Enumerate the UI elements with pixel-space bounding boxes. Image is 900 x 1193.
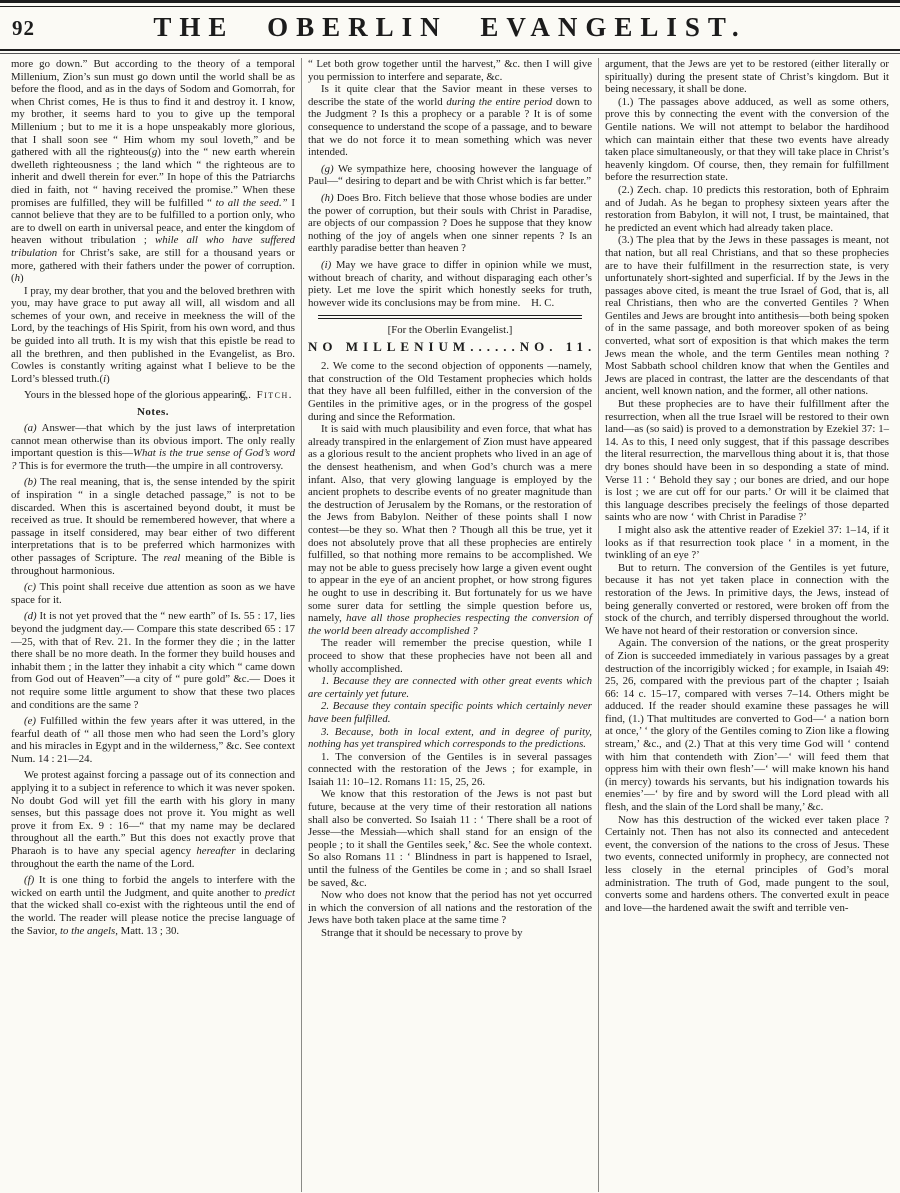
page-number: 92: [12, 16, 35, 40]
paragraph: (f) It is one thing to forbid the angels to interfere with the wicked on earth until the Judgment, and quite another to predict that the wicked shall co-exist with the righteous until the end of the world. The reader will please notice the precise language of the Savior, to the angels, Matt. 13 ; 30.: [11, 874, 295, 937]
page-header: [0, 7, 900, 46]
paragraph: (g) We sympathize here, choosing however the language of Paul—“ desiring to depart and be with Christ which is far better.”: [308, 162, 592, 188]
paragraph: (1.) The passages above adduced, as well as some others, prove this by connecting the event with the conversion of the Gentile nations. We will not attempt to belabor the hardihood which can maintain either that these two events have already taken place simultaneously, or that they will take place in Christ’s heavenly kingdom. Of course, then, they remain for fulfillment before the resurrection state.: [605, 95, 889, 184]
paragraph: Now has this destruction of the wicked ever taken place ? Certainly not. Then has not also its connected and antecedent event, the conversion of the nations to the cross of Jesus. These two events, connected uniformly in prophecy, are connected not less closely in the eternal principles of God’s moral administration. The truth of God, made pungent to the soul, converts some and hardens others. The converted exult in peace and love—the hardened await the swift and terrible ven-: [605, 813, 889, 914]
paragraph: It is said with much plausibility and even force, that what has already transpired in the enlargement of Zion must have appeared as a glorious result to the ancient prophets who lived in an age of the densest heathenism, and when God’s church was a mere infant. Also, that very glowing language is employed by the ancient prophets to describe events of no greater magnitude than the destruction of Jerusalem by the Romans, or the restoration of the Jews from Babylon. Neither of these points shall I now contest—be they so. What then ? Though all this be true, yet it does not absolutely prove that all these prophecies are entirely fulfilled, so that nothing more remains to be accomplished. We may not be able to guess precisely how large a given event ought to appear in the eye of an ancient prophet, or how strong figures he ought to use in describing it. But fortunately for us we have some surer data for settling the simple question before us, namely, have all those prophecies respecting the conversion of the world been already accomplished ?: [308, 423, 592, 637]
article-attribution: [For the Oberlin Evangelist.]: [387, 324, 513, 337]
paragraph: Strange that it should be necessary to prove by: [321, 927, 523, 939]
column-2: [301, 58, 598, 1192]
paragraph: Is it quite clear that the Savior meant in these verses to describe the state of the world during the entire period down to the Judgment ? Is this a prophecy or a parable ? It is of some consequence to understand the scope of a passage, and to beware that we do not force it to mean something which was never intended.: [308, 83, 592, 159]
paragraph: 1. Because they are connected with other great events which are certainly yet future.: [308, 675, 592, 700]
paragraph: (a) Answer—that which by the just laws of interpretation cannot mean otherwise than its obvious import. The only really important question is this—What is the true sense of God’s word ? This is for evermore the truth—the umpire in all controversy.: [11, 422, 295, 472]
paragraph: I pray, my dear brother, that you and the beloved brethren with you, may have grace to put away all will, all wisdom and all schemes of your own, and receive in meekness the will of the Lord, by the teachings of His Spirit, from his own word, and thus be guided into all truth. It is my wish that this epistle be read to all the brethren, and then published in the Evangelist, as Bro. Cowles is constantly writing against what I believe to be the Lord’s blessed truth.(i): [11, 284, 295, 385]
paragraph: Now who does not know that the period has not yet occurred in which the conversion of all nations and the restoration of the Jews have both taken place at the same time ?: [308, 889, 592, 927]
notes-heading: Notes.: [136, 406, 170, 419]
paragraph: We know that this restoration of the Jews is not past but future, because at the very time of their restoration all nations shall also be converted. So Isaiah 11 : ‘ There shall be a root of Jesse—the Messiah—which shall stand for an ensign of the people ; to it shall the Gentiles seek,’ &c. See the whole context. So also Romans 11 : ‘ Blindness in part is happened to Israel, until the fulness of the Gentiles be come in ; and so shall Israel be saved, &c.: [308, 788, 592, 889]
paragraph: (e) Fulfilled within the few years after it was uttered, in the fearful death of “ all those men who had seen the Lord’s glory and his miracles in Egypt and in the wilderness,” &c. See context Num. 14 : 21—24.: [11, 715, 295, 765]
paragraph: argument, that the Jews are yet to be restored (either literally or spiritually) during the present state of Christ’s kingdom. But it being necessary, it shall be done.: [605, 58, 889, 96]
paragraph: I might also ask the attentive reader of Ezekiel 37: 1–14, if it looks as if that resurrection took place ‘ in a moment, in the twinkling of an eye ?’: [605, 523, 889, 562]
column-3: [598, 58, 895, 1192]
masthead-title: THE OBERLIN EVANGELIST.: [153, 12, 747, 42]
paragraph: (i) May we have grace to differ in opinion while we must, without breach of charity, and without disparaging each other’s piety. Let me love the spirit which honestly seeks for truth, however wide its conclusions may be from mine. H. C.: [308, 258, 592, 309]
paragraph: more go down.” But according to the theory of a temporal Millenium, Zion’s sun must go down until the world shall be as before the flood, and as in the days of Sodom and Gomorrah, for when Christ comes, He is thus to find it and destroy it. I know, my brother, it seems hard to you to give up the temporal Millenium ; but to me it is a hope unspeakably more glorious, that I shall soon see “ Him whom my soul loveth,” and be gathered with all the righteous(g) into the “ new earth wherein dwelleth righteousness ; the land which “ the righteous are to inherit and dwell therein for ever.” In hope of this the Patriarchs died in faith, not “ having received the promise.” When these promises are fulfilled, they will be fulfilled “ to all the seed.” I cannot believe that they are to be fulfilled to a portion only, who are to dwell on earth in universal peace, and enter the kingdom of heaven without tribulation ; while all who have suffered tribulation for Christ’s sake, are still for a thousand years or more, gathered with their fathers under the power of corruption.(h): [11, 58, 295, 285]
article-columns: [0, 54, 900, 1192]
paragraph: (2.) Zech. chap. 10 predicts this restoration, both of Ephraim and of Judah. As he began to prophesy sixteen years after the restoration from Babylon, it will not, I trust, be maintained, that he predicted an event which had already taken place.: [605, 183, 889, 234]
article-title: NO MILLENIUM......NO. 11.: [308, 339, 597, 355]
paragraph: 2. Because they contain specific points which certainly never have been fulfilled.: [308, 700, 592, 725]
paragraph: (h) Does Bro. Fitch believe that those whose bodies are under the power of corruption, but their souls with Christ in Paradise, are objects of our compassion ? Does he suppose that they know nothing of the joy of angels when one sinner repents ? Is an earthly paradise better than heaven ?: [308, 191, 592, 255]
paragraph: We protest against forcing a passage out of its connection and applying it to a subject in reference to which it was never spoken. No doubt God will yet fill the earth with his glory in many senses, but this passage does not prove it. You might as well prove it from Ex. 9 : 16—“ that my name may be declared throughout all the earth.” But this does not exactly prove that Pharaoh is to have any special agency hereafter in declaring throughout the earth the name of the Lord.: [11, 769, 295, 870]
paragraph: (d) It is not yet proved that the “ new earth” of Is. 55 : 17, lies beyond the judgment day.— Compare this state described 65 : 17—25, with that of Rev. 21. In the former they die ; in the latter there shall be no more death. In the former they build houses and inhabit them ; in the latter they inhabit a city which “ came down from God out of Heaven”—a city of “ pure gold” &c.— Does it not require some little argument to show that these two places and conditions are the same ?: [11, 610, 295, 711]
section-divider-rule: [318, 315, 582, 319]
top-border-rule: [0, 0, 900, 7]
column-1: [5, 58, 301, 1192]
paragraph: Yours in the blessed hope of the glorious appearing, C. Fitch.: [24, 389, 293, 402]
paragraph: (3.) The plea that by the Jews in these passages is meant, not that nation, but all real Christians, and that so these prophecies are to have their fulfillment in the resurrection state, is very unfortunately short-sighted and superficial. If by the Jews in the passages above cited, is meant the true Israel of God, that is, all real Christians, then who are the converted Gentiles ? When Gentiles and Jews are brought into antithesis—both being spoken of in the same passage, and both moreover spoken of as being converted, what sort of exposition is that which makes the term Jews mean the whole, and the term Gentiles mean nothing ? Most Sabbath school children know that when the Gentiles and Jews are placed in contrast, the latter are the descendants of that ancient, well known nation, and the former, all other nations.: [605, 234, 889, 398]
paragraph: 3. Because, both in local extent, and in degree of purity, nothing has yet transpired which corresponds to the predictions.: [308, 725, 592, 751]
paragraph: But these prophecies are to have their fulfillment after the resurrection, when all the true Israel will be restored to their own land—as (so said) is proved to a demonstration by Ezekiel 37: 1–14. As to this, I need only suggest, that if this passage describes the literal resurrection, the marvellous thing about it is, that those dry bones should have been in so desponding a state of mind. Verse 11 : ‘ Behold they say ; our bones are dried, and our hope is lost ; we are cut off for our parts.’ Or will it be claimed that this language describes precisely the feelings of those departed saints who are now ‘ with Christ in Paradise ?’: [605, 398, 889, 524]
paragraph: But to return. The conversion of the Gentiles is yet future, because it has not yet taken place in connection with the restoration of the Jews. In primitive days, the Jews, instead of being generally converted or restored, were broken off from the stock of the church, and terribly dispersed throughout the world. We have not heard of their restoration or conversion since.: [605, 561, 889, 637]
paragraph: (b) The real meaning, that is, the sense intended by the spirit of inspiration “ in a single detached passage,” is not to be discarded. When this is ascertained beyond doubt, it must be received as true. It should be remembered however, that where a passage in itself considered, may bear either of two different interpretations that is to be preferred which harmonizes with other passages of Scripture. The real meaning of the Bible is throughout harmonious.: [11, 476, 295, 577]
paragraph: 2. We come to the second objection of opponents —namely, that construction of the Old Testament prophecies which holds that they have all been fulfilled, either in the conversion of the Gentiles in the primitive ages, or in the progress of the gospel during and since the Reformation.: [308, 360, 592, 423]
paragraph: The reader will remember the precise question, while I proceed to show that these prophecies have not been all and wholly accomplished.: [308, 637, 592, 675]
paragraph: Again. The conversion of the nations, or the great prosperity of Zion is succeeded immediately in various passages by a great destruction of the incorrigibly wicked ; for example, in Isaiah 49: 25, 26, compared with the previous part of the chapter ; Isaiah 66: 14 c. 15–17, compared with verses 7–14. Others might be adduced. If the reader should examine these passages he will find, (1.) That multitudes are converted to God—‘ a nation born at once,’ ‘ the glory of the Gentiles coming to Zion like a flowing stream,’ &c., and (2.) That at this very time God will ‘ contend with him that contendeth with Zion’—‘ will feed them that oppress him with their own flesh’—‘ will make known his hand (in mercy) towards his servants, but his indignation towards his enemies’—‘ by fire and by sword will the Lord plead with all flesh, and the slain of the Lord shall be many,’ &c.: [605, 637, 889, 814]
paragraph: “ Let both grow together until the harvest,” &c. then I will give you permission to interfere and separate, &c.: [308, 58, 592, 83]
paragraph: (c) This point shall receive due attention as soon as we have space for it.: [11, 581, 295, 606]
paragraph: 1. The conversion of the Gentiles is in several passages connected with the restoration of the Jews ; for example, in Isaiah 11: 10–12. Romans 11: 15, 25, 26.: [308, 750, 592, 788]
